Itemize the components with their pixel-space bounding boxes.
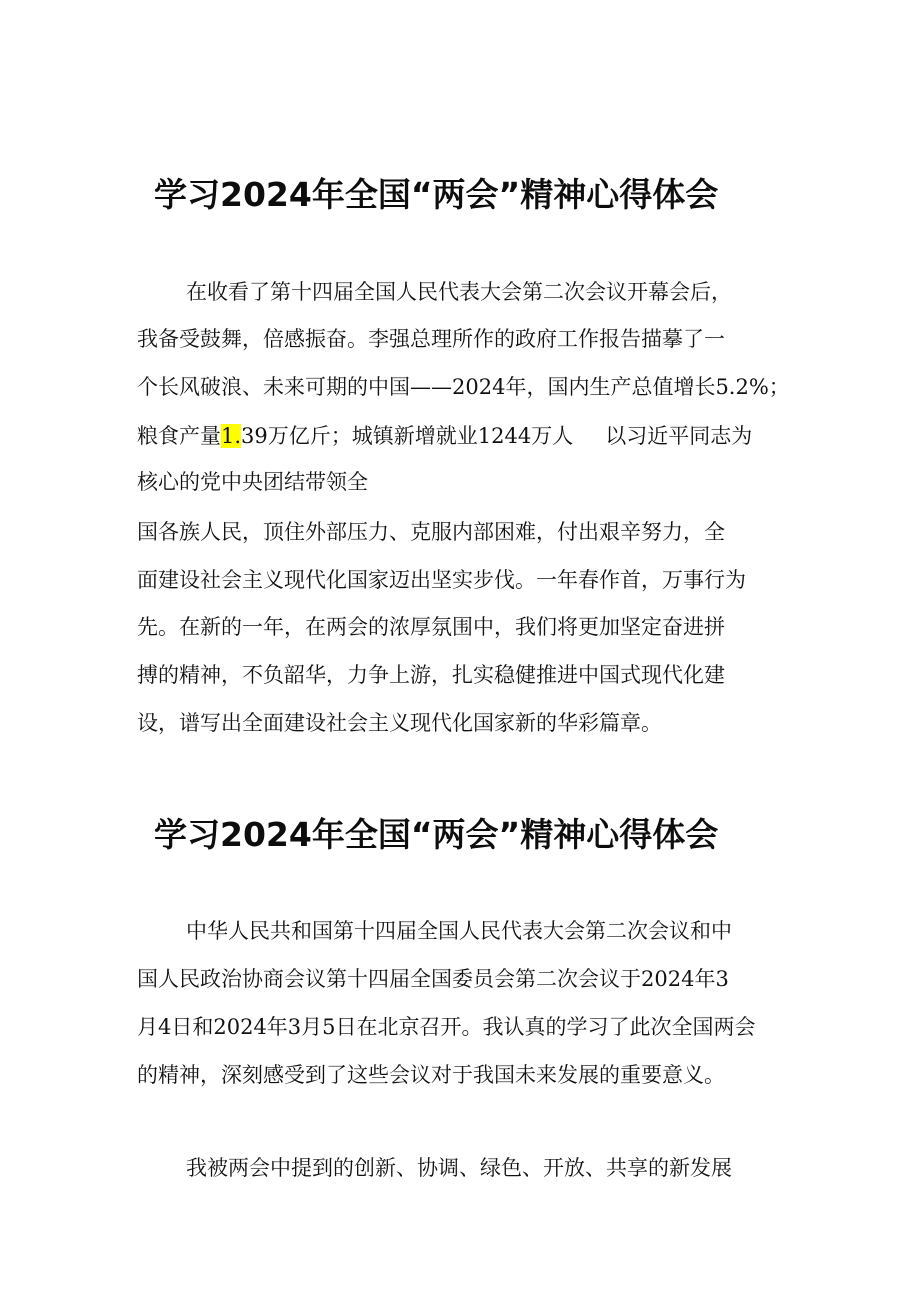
paragraph-1-line-3: 个长风破浪、未来可期的中国——2024年，国内生产总值增长5.2%； — [137, 375, 790, 399]
highlighted-text: 1. — [221, 424, 242, 448]
article-title-2: 学习2024年全国“两会”精神心得体会 — [154, 815, 719, 854]
paragraph-2-line-4: 搏的精神，不负韶华，力争上游，扎实稳健推进中国式现代化建 — [137, 663, 725, 687]
article-title-1: 学习2024年全国“两会”精神心得体会 — [154, 175, 719, 214]
paragraph-3-line-1: 中华人民共和国第十四届全国人民代表大会第二次会议和中 — [186, 919, 732, 943]
text-segment: 粮食产量 — [137, 424, 221, 448]
paragraph-4-line-1: 我被两会中提到的创新、协调、绿色、开放、共享的新发展 — [186, 1156, 732, 1180]
paragraph-1-line-5: 核心的党中央团结带领全 — [137, 470, 368, 494]
paragraph-3-line-4: 的精神，深刻感受到了这些会议对于我国未来发展的重要意义。 — [137, 1063, 725, 1087]
paragraph-2-line-3: 先。在新的一年，在两会的浓厚氛围中，我们将更加坚定奋进拼 — [137, 615, 725, 639]
text-segment: 39万亿斤；城镇新增就业1244万人 — [241, 424, 574, 448]
paragraph-3-line-2: 国人民政治协商会议第十四届全国委员会第二次会议于2024年3 — [137, 967, 729, 991]
paragraph-2-line-2: 面建设社会主义现代化国家迈出坚实步伐。一年春作首，万事行为 — [137, 568, 746, 592]
paragraph-2-line-1: 国各族人民，顶住外部压力、克服内部困难，付出艰辛努力，全 — [137, 520, 725, 544]
text-segment: 以习近平同志为 — [605, 424, 753, 448]
paragraph-1-line-2: 我备受鼓舞，倍感振奋。李强总理所作的政府工作报告描摹了一 — [137, 327, 725, 351]
paragraph-3-line-3: 月4日和2024年3月5日在北京召开。我认真的学习了此次全国两会 — [137, 1015, 756, 1039]
paragraph-2-line-5: 设，谱写出全面建设社会主义现代化国家新的华彩篇章。 — [137, 711, 662, 735]
paragraph-1-line-4 — [137, 421, 752, 451]
paragraph-1-line-1: 在收看了第十四届全国人民代表大会第二次会议开幕会后， — [186, 280, 732, 304]
